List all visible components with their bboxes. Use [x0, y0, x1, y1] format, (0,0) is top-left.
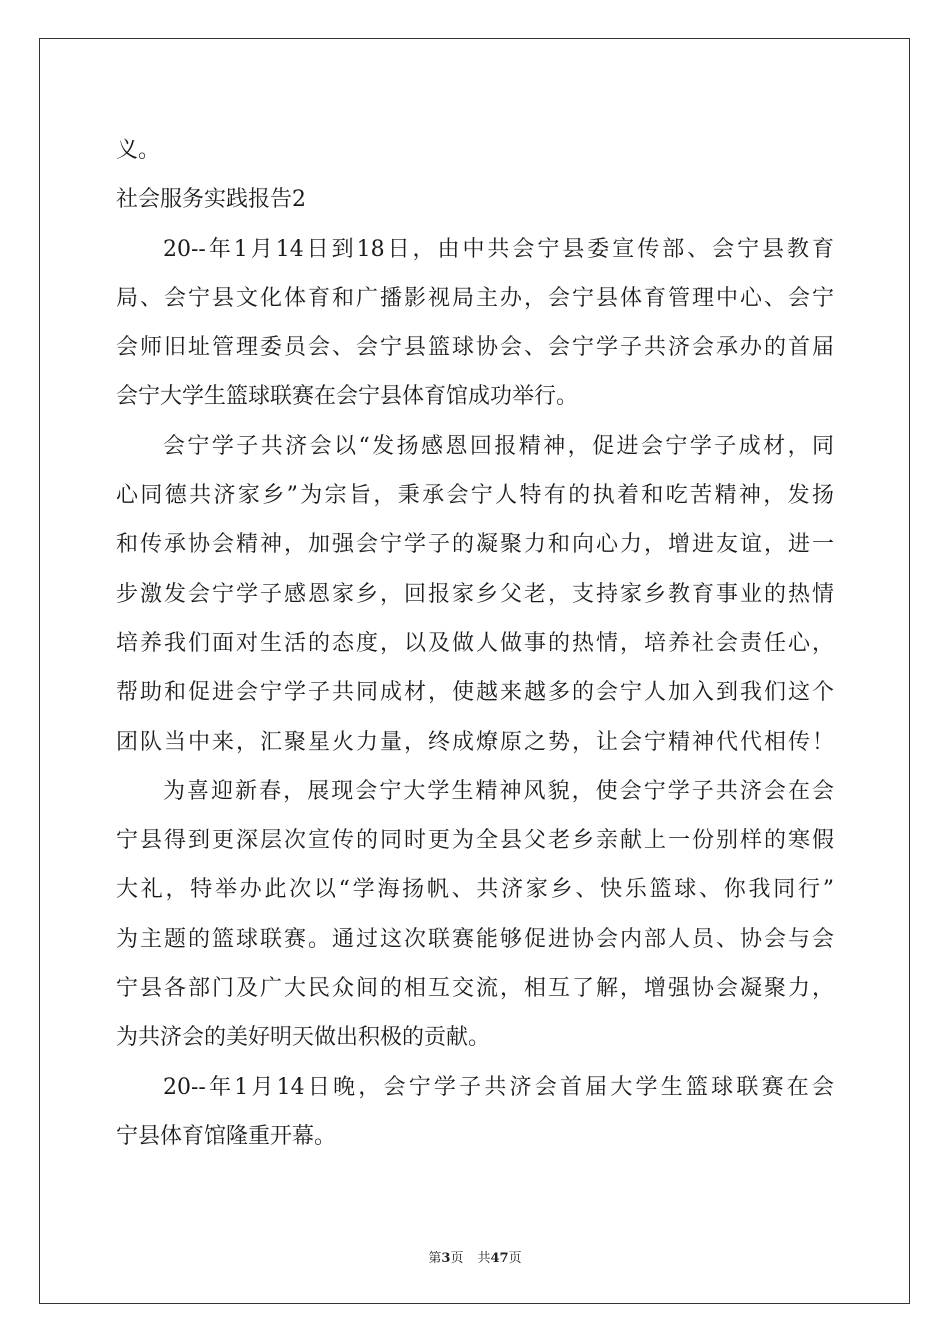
page-footer — [0, 1247, 950, 1266]
page-unit: 页 — [450, 1251, 464, 1266]
text-line: 培养我们面对生活的态度，以及做人做事的热情，培养社会责任心， — [116, 630, 834, 656]
text-line: 20--年1月14日晚，会宁学子共济会首届大学生篮球联赛在会 — [163, 1074, 834, 1100]
text-line: 会宁学子共济会以“发扬感恩回报精神，促进会宁学子成材，同 — [163, 433, 834, 459]
text-line: 局、会宁县文化体育和广播影视局主办，会宁县体育管理中心、会宁 — [116, 285, 834, 311]
text-line: 宁县体育馆隆重开幕。 — [116, 1123, 337, 1149]
total-prefix: 共 — [477, 1251, 491, 1266]
text-line: 为共济会的美好明天做出积极的贡献。 — [116, 1025, 491, 1051]
total-unit: 页 — [508, 1251, 522, 1266]
text-line: 和传承协会精神，加强会宁学子的凝聚力和向心力，增进友谊，进一 — [116, 532, 834, 558]
section-heading: 社会服务实践报告2 — [116, 187, 306, 213]
page-total: 47 — [490, 1251, 509, 1266]
page-current: 3 — [441, 1251, 451, 1266]
document-body — [116, 126, 834, 1161]
text-line: 宁县得到更深层次宣传的同时更为全县父老乡亲献上一份别样的寒假 — [116, 828, 834, 854]
text-line: 宁县各部门及广大民众间的相互交流，相互了解，增强协会凝聚力， — [116, 976, 834, 1002]
text-line: 会宁大学生篮球联赛在会宁县体育馆成功举行。 — [116, 384, 579, 410]
text-line: 帮助和促进会宁学子共同成材，使越来越多的会宁人加入到我们这个 — [116, 680, 834, 706]
text-line: 20--年1月14日到18日，由中共会宁县委宣传部、会宁县教育 — [163, 236, 834, 262]
text-line: 为喜迎新春，展现会宁大学生精神风貌，使会宁学子共济会在会 — [163, 778, 834, 804]
text-line: 步激发会宁学子感恩家乡，回报家乡父老，支持家乡教育事业的热情 — [116, 581, 834, 607]
page-prefix: 第 — [428, 1251, 442, 1266]
text-line: 心同德共济家乡”为宗旨，秉承会宁人特有的执着和吃苦精神，发扬 — [116, 483, 834, 509]
text-line: 为主题的篮球联赛。通过这次联赛能够促进协会内部人员、协会与会 — [116, 926, 834, 952]
text-line: 团队当中来，汇聚星火力量，终成燎原之势，让会宁精神代代相传！ — [116, 729, 834, 755]
text-line: 义。 — [116, 138, 161, 163]
text-line: 大礼，特举办此次以“学海扬帆、共济家乡、快乐篮球、你我同行” — [116, 877, 834, 903]
text-line: 会师旧址管理委员会、会宁县篮球协会、会宁学子共济会承办的首届 — [116, 335, 834, 361]
